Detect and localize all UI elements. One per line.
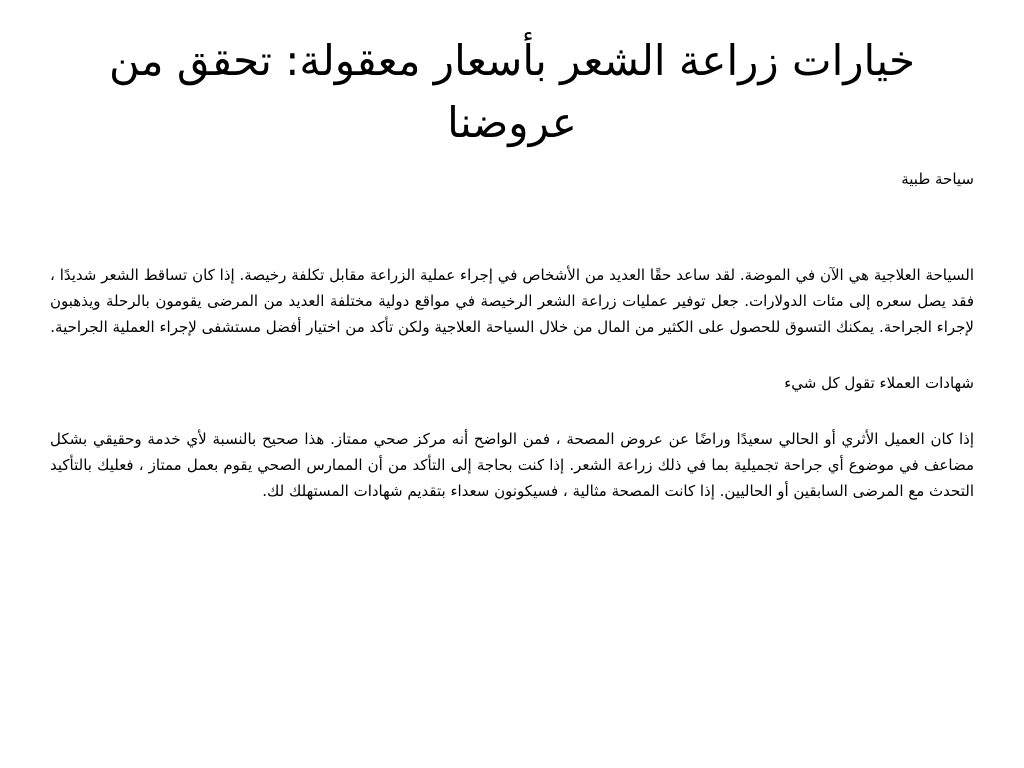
slide-content [50,166,974,504]
page-title: خيارات زراعة الشعر بأسعار معقولة: تحقق من عروضنا [109,36,915,147]
section-heading-testimonials: شهادات العملاء تقول كل شيء [784,374,974,392]
section-body-testimonials: إذا كان العميل الأثري أو الحالي سعيدًا وراضًا عن عروض المصحة ، فمن الواضح أنه مركز صحي ممتاز. هذا صحيح بالنسبة لأي خدمة وحقيقي بشكل مضاعف في موضوع أي جراحة تجميلية بما في ذلك زراعة الشعر. إذا كنت بحاجة إلى التأكد من أن الممارس الصحي يقوم بعمل ممتاز ، فعليك بالتأكيد التحدث مع المرضى السابقين أو الحاليين. إذا كانت المصحة مثالية ، فسيكونون سعداء بتقديم شهادات المستهلك لك. [50,430,974,500]
section-body-medical-tourism: السياحة العلاجية هي الآن في الموضة. لقد ساعد حقًا العديد من الأشخاص في إجراء عملية الزراعة مقابل تكلفة رخيصة. إذا كان تساقط الشعر شديدًا ، فقد يصل سعره إلى مئات الدولارات. جعل توفير عمليات زراعة الشعر الرخيصة في مواقع دولية مختلفة العديد من المرضى يقومون بالرحلة ويذهبون لإجراء الجراحة. يمكنك التسوق للحصول على الكثير من المال من خلال السياحة العلاجية ولكن تأكد من اختيار أفضل مستشفى لإجراء العملية الجراحية. [50,266,974,336]
section-heading-medical-tourism: سياحة طبية [901,170,974,188]
